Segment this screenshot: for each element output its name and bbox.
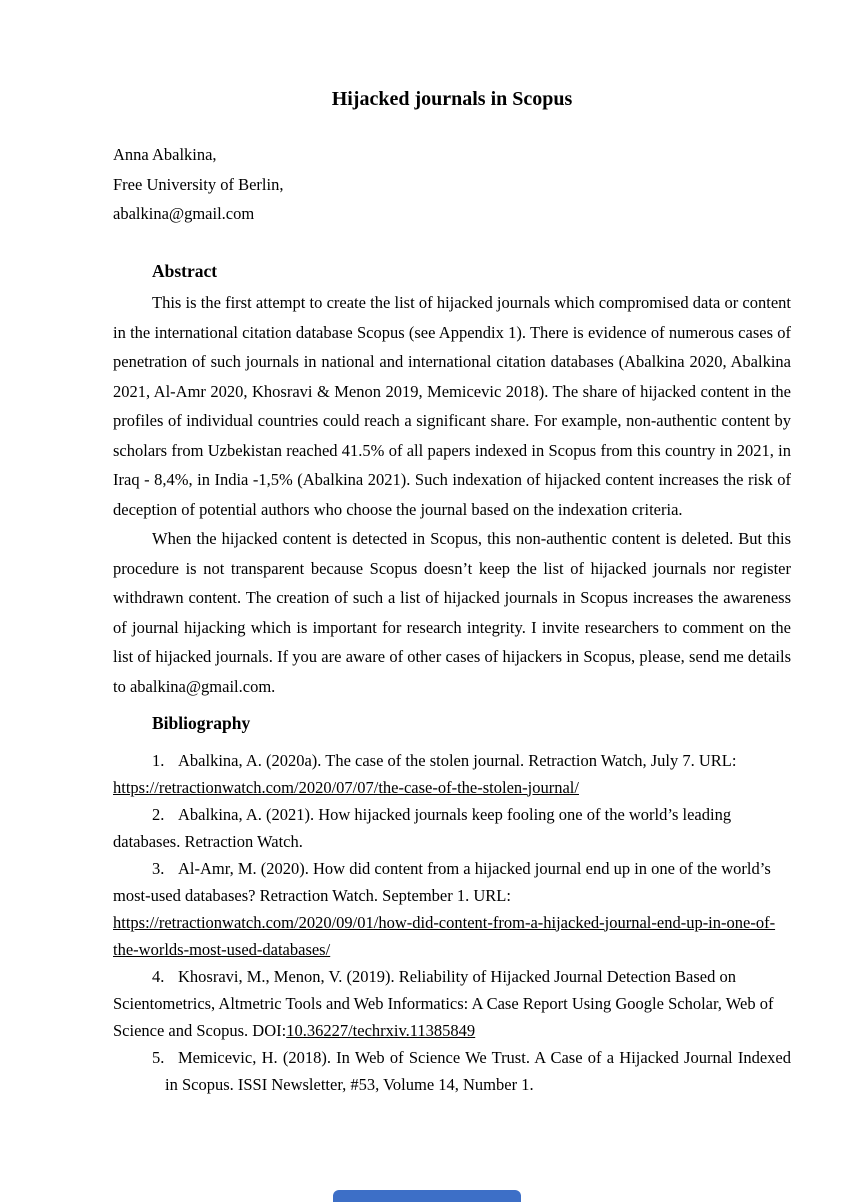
reference-item bbox=[113, 747, 791, 801]
reference-list bbox=[113, 747, 791, 1098]
page-title: Hijacked journals in Scopus bbox=[331, 88, 573, 110]
reference-text: Khosravi, M., Menon, V. (2019). Reliability of Hijacked Journal Detection Based on Scientometrics, Altmetric Tools and Web Informatics: A Case Report Using Google Scholar, Web of Science and Scopus. DOI: bbox=[113, 966, 774, 1040]
reference-item bbox=[152, 1044, 791, 1098]
author-email: abalkina@gmail.com bbox=[113, 204, 255, 223]
section-heading-abstract: Abstract bbox=[152, 260, 218, 281]
reference-number: 1. bbox=[152, 750, 165, 770]
reference-text: Abalkina, A. (2020a). The case of the stolen journal. Retraction Watch, July 7. URL: bbox=[178, 750, 737, 770]
section-heading-bibliography: Bibliography bbox=[152, 713, 251, 733]
reference-text: Al-Amr, M. (2020). How did content from a hijacked journal end up in one of the world’s most-used databases? Retraction Watch. September 1. URL: bbox=[113, 858, 771, 905]
reference-text: Memicevic, H. (2018). In Web of Science We Trust. A Case of a Hijacked Journal Indexed in Scopus. ISSI Newsletter, #53, Volume 14, Number 1. bbox=[165, 1047, 791, 1094]
page-bottom-bar[interactable] bbox=[333, 1190, 521, 1202]
reference-link[interactable]: https://retractionwatch.com/2020/09/01/how-did-content-from-a-hijacked-journal-end-up-in-one-of-the-worlds-most-used-databases/ bbox=[113, 912, 776, 959]
reference-number: 5. bbox=[152, 1047, 165, 1067]
author-name: Anna Abalkina, bbox=[113, 145, 217, 164]
abstract-paragraph-2: When the hijacked content is detected in Scopus, this non-authentic content is deleted. But this procedure is not transparent because Scopus doesn’t keep the list of hijacked journals nor register withdrawn content. The creation of such a list of hijacked journals in Scopus increases the awareness of journal hijacking which is important for research integrity. I invite researchers to comment on the list of hijacked journals. If you are aware of other cases of hijackers in Scopus, please, send me details to abalkina@gmail.com. bbox=[113, 529, 791, 696]
reference-number: 2. bbox=[152, 804, 165, 824]
reference-link[interactable]: https://retractionwatch.com/2020/07/07/the-case-of-the-stolen-journal/ bbox=[113, 777, 579, 797]
reference-link[interactable]: 10.36227/techrxiv.11385849 bbox=[286, 1020, 476, 1040]
reference-number: 3. bbox=[152, 858, 165, 878]
reference-number: 4. bbox=[152, 966, 165, 986]
author-block bbox=[113, 140, 791, 229]
abstract-paragraph-1: This is the first attempt to create the list of hijacked journals which compromised data or content in the international citation database Scopus (see Appendix 1). There is evidence of numerous cases of penetration of such journals in national and international citation databases (Abalkina 2020, Abalkina 2021, Al-Amr 2020, Khosravi & Menon 2019, Memicevic 2018). The share of hijacked content in the profiles of individual countries could reach a significant share. For example, non-authentic content by scholars from Uzbekistan reached 41.5% of all papers indexed in Scopus from this country in 2021, in Iraq - 8,4%, in India -1,5% (Abalkina 2021). Such indexation of hijacked content increases the risk of deception of potential authors who choose the journal based on the indexation criteria. bbox=[113, 293, 791, 519]
reference-item bbox=[113, 855, 791, 963]
reference-item bbox=[113, 801, 791, 855]
page-content-column bbox=[113, 0, 791, 1098]
author-affiliation: Free University of Berlin, bbox=[113, 174, 284, 194]
reference-item bbox=[113, 963, 791, 1044]
reference-text: Abalkina, A. (2021). How hijacked journals keep fooling one of the world’s leading databases. Retraction Watch. bbox=[113, 804, 732, 851]
